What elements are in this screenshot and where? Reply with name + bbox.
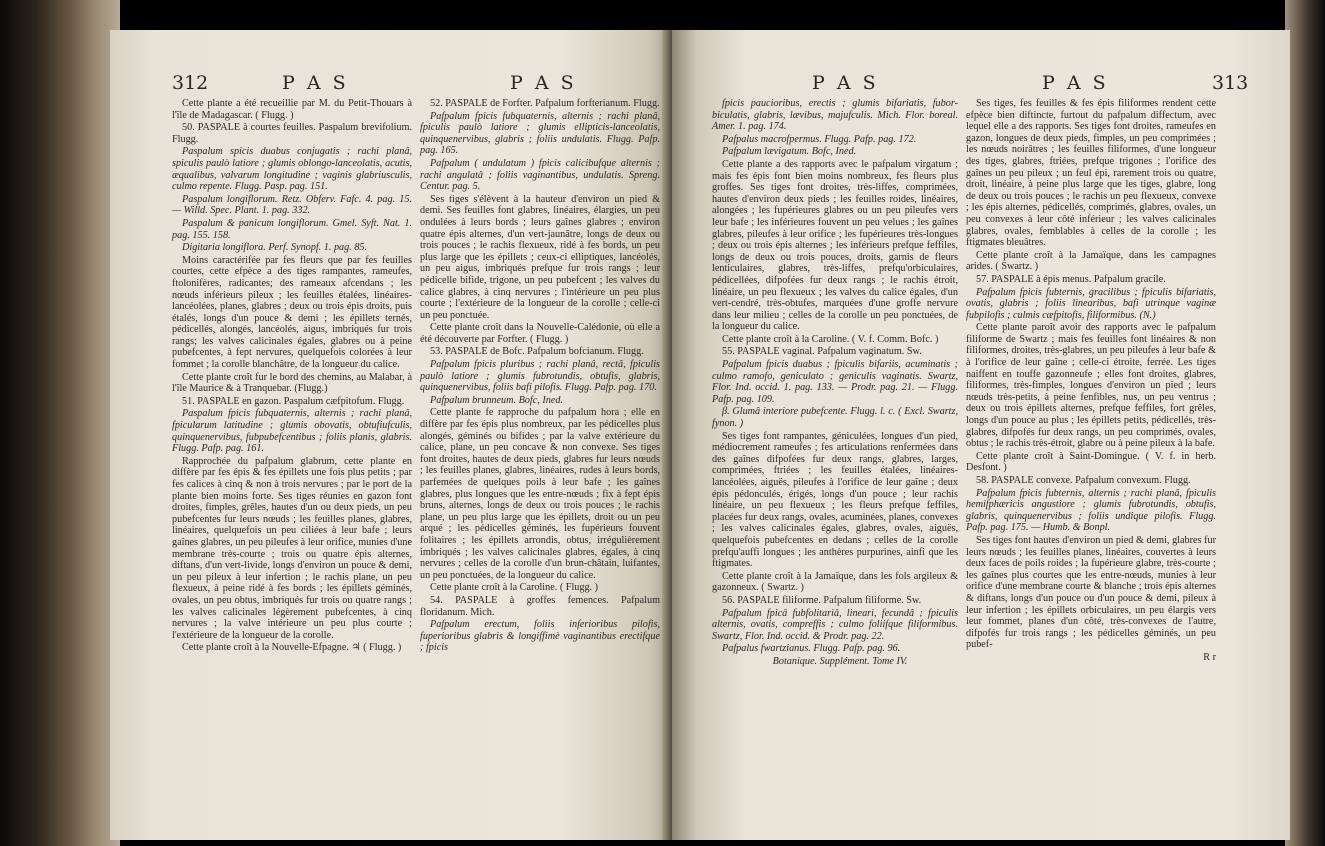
paragraph: Pafpalum fpicis fubternis, gracilibus ; fpiculis bifariatis, ovatis, glabris ; foliis linearibus, bafi utrinque vaginæ fubpilofis ; culmis cæfpitofis, filiformibus. (N.) (966, 286, 1216, 321)
paragraph: 57. PASPALE à épis menus. Pafpalum gracile. (976, 273, 1166, 285)
paragraph: Ses tiges, fes feuilles & fes épis filiformes rendent cette efpèce bien diftincte, furtout du pafpalum diffectum, avec lequel elle a des rapports. Ses tiges font droites, rameufes en gazon, longues de deux pieds, fimples, un peu comprimées ; les nœuds noirâtres ; les feuilles filiformes, d'une longueur des tiges, glabres, ftriées, prefque trigones ; l'orifice des gaînes un peu pileux ; un feul épi, rarement trois ou quatre, droit, linéaire, à peine plus large que les tiges, glabre, long de deux ou trois pouces ; le rachis un peu flexueux, convexe ; les épis alternes, pédicellés, comprimés, glabres, ovales, un peu convexes à leur côté inférieur ; les valves calicinales glabres, ovales, femblables à celles de la corolle ; les ftigmates bleuâtres. (966, 98, 1216, 249)
page-number-right: 313 (1212, 72, 1249, 94)
paragraph: Cette plante a des rapports avec le pafpalum virgatum ; mais fes épis font bien moins nombreux, fes fleurs plus groffes. Ses tiges font droites, très-liffes, comprimées, hautes d'environ deux pieds ; les feuilles roides, linéaires, alongées ; les fupérieures glabres ou un peu pileufes vers leur bafe ; les inférieures fouvent un peu velues ; les gaînes glabres, pileufes à leur orifice ; les fupérieures très-longues ; deux ou trois épis alternes ; les inférieurs prefque feffiles, longs de deux ou trois pouces, droits, garnis de fleurs lenticulaires, glabres, très-liffes, prefqu'orbiculaires, pédicellées, difpofées fur deux rangs ; le rachis étroit, linéaire, un peu flexueux ; les valves du calice égales, d'un vert-cendré, très-obtufes, marquées d'une groffe nervure dans leur milieu ; celles de la corolle un peu ponctuées, de la longueur du calice. (712, 158, 958, 333)
paragraph: Cette plante croît fur le bord des chemins, au Malabar, à l'île Maurice & à Tranquebar. (Flugg.) (172, 371, 412, 395)
paragraph: Cette plante croît à la Caroline. ( V. f. Comm. Bofc. ) (722, 333, 939, 345)
running-header-left-2: P A S (510, 72, 577, 94)
paragraph: Pafpalum brunneum. Bofc, Ined. (430, 394, 563, 406)
paragraph: Pafpalum fpicis duabus ; fpiculis bifariis, acuminatis ; culmo ramofo, geniculato ; geniculis vaginatis. Swartz, Flor. Ind. occid. 1. pag. 133. — Prodr. pag. 21. — Flugg. Pafp. pag. 109. (712, 359, 958, 405)
paragraph: 51. PASPALE en gazon. Paspalum cæfpitofum. Flugg. (182, 395, 405, 407)
paragraph: 50. PASPALE à courtes feuilles. Paspalum brevifolium. Flugg. (172, 122, 412, 145)
right-page-column-1 (712, 98, 958, 669)
paragraph: Pafpalum fpicis fubquaternis, alternis ; rachi planâ, fpiculis paulò latiore ; glumis ellipticis-lanceolatis, quinquenervibus, glabris ; foliis undulatis. Flugg. Pafp. pag. 165. (420, 110, 660, 157)
paragraph: β. Glumâ interiore pubefcente. Flugg. l. c. ( Excl. Swartz, fynon. ) (712, 406, 958, 430)
paragraph: Cette plante croît dans la Nouvelle-Calédonie, où elle a été découverte par Forfter. ( Flugg. ) (420, 322, 660, 345)
paragraph: Pafpalum fpicis pluribus ; rachi planâ, rectâ, fpiculis paulò latiore ; glumis fubrotundis, obtufis, glabris, quinquenervibus, foliis bafi pilofis. Flugg. Pafp. pag. 170. (420, 359, 660, 394)
running-header-right-2: P A S (1042, 72, 1109, 94)
paragraph: Paspalum fpicis fubquaternis, alternis ; rachi planâ, fpicularum latitudine ; glumis obovatis, obtufiufculis, quinquenervibus, fubpubefcentibus ; foliis planis, glabris. Flugg. Pafp. pag. 161. (172, 408, 412, 455)
page-number-left: 312 (172, 72, 209, 94)
paragraph: Cette plante croît à la Jamaïque, dans les campagnes arides. ( Swartz. ) (966, 249, 1216, 273)
paragraph: Pafpalum fpicâ fubfolitariâ, lineari, fecundâ ; fpiculis alternis, ovatis, compreffis ; culmo foliifque filiformibus. Swartz, Flor. Ind. occid. & Prodr. pag. 22. (712, 607, 958, 642)
paragraph: Pafpalus macrofpermus. Flugg. Pafp. pag. 172. (722, 133, 917, 145)
book-edge-left (0, 0, 120, 846)
paragraph: Cette plante paroît avoir des rapports avec le pafpalum filiforme de Swartz ; mais fes feuilles font linéaires & non filiformes, droites, très-glabres, un peu pileufes à leur bafe & à l'orifice de leur gaîne ; celle-ci étroite, ferrée. Les tiges naiffent en touffe gazonneufe ; elles font droites, glabres, filiformes, très-fimples, longues d'environ un pied ; leurs nœuds très-petits, à peine fenfibles, nus, un peu ventrus ; deux ou trois épillets alternes, prefque feffiles, fort grêles, longs d'un pouce au plus ; les épillets petits, pédicellés, très-glabres, difpofés fur deux rangs, un peu comprimés, ovales, obtus ; le rachis très-étroit, glabre ou à peine pileux à la bafe. (966, 322, 1216, 450)
paragraph: 58. PASPALE convexe. Pafpalum convexum. Flugg. (976, 475, 1191, 486)
paragraph: Ses tiges font rampantes, géniculées, longues d'un pied, médiocrement rameufes ; fes articulations renfermées dans des gaînes difpofées fur deux rangs, glabres, larges, comprimées, ftriées ; les feuilles étalées, linéaires-lancéolées, aiguës, pileufes à l'orifice de leur gaîne ; deux épis pédonculés, érigés, longs d'un pouce ; leur rachis linéaire, un peu flexueux ; les fleurs prefque feffiles, placées fur deux rangs, ovales, acuminées, planes, convexes ; les valves calicinales égales, glabres, ovales, aiguës, quelquefois pubefcentes en dedans ; celles de la corolle prefqu'auffi longues ; les anthères purpurines, ainfi que les ftigmates. (712, 430, 958, 570)
paragraph: 52. PASPALE de Forfter. Pafpalum forfterianum. Flugg. (430, 98, 660, 109)
paragraph: Ses tiges font hautes d'environ un pied & demi, glabres fur leurs nœuds ; les feuilles planes, linéaires, couvertes à leurs deux faces de poils roides ; la fupérieure glabre, très-courte ; les gaînes plus courtes que les entre-nœuds, munies à leur orifice d'une membrane courte & blanche ; trois épis alternes & diftans, longs d'un pouce ou d'un pouce & demi, pileux à leur infertion ; les épillets orbiculaires, un peu élargis vers leur fommet, planes d'un côté, très-convexes de l'autre, difpofés fur trois rangs ; les pédicelles géminés, un peu pubef- (966, 534, 1216, 651)
paragraph: Cette plante fe rapproche du pafpalum hora ; elle en diffère par fes épis plus nombreux, par les pédicelles plus alongés, géminés ou bifides ; par la valve extérieure du calice, plane, un peu concave & non convexe. Ses tiges font droites, hautes de deux pieds, glabres fur leurs nœuds ; les feuilles planes, glabres, linéaires, rudes à leurs bords, parfemées de quelques poils à leur bafe ; les gaînes glabres, plus longues que les entre-nœuds ; fix à fept épis bruns, alternes, longs de deux ou trois pouces ; le rachis plane, un peu plus large que les épillets, droit ou un peu arqué ; les pédicelles géminés, les fupérieurs fouvent folitaires ; les épillets arrondis, obtus, irrégulièrement imbriqués ; les valves calicinales glabres, égales, à cinq nervures ; celles de la corolle d'un brun-châtain, luifantes, un peu ponctuées, de la longueur du calice. (420, 407, 660, 581)
paragraph: Cette plante a été recueillie par M. du Petit-Thouars à l'île de Madagascar. ( Flugg. ) (172, 98, 412, 121)
paragraph: Cette plante croît à la Nouvelle-Efpagne. ♃ ( Flugg. ) (182, 642, 402, 654)
paragraph: fpicis paucioribus, erectis ; glumis bifariatis, fubor-biculatis, glabris, lævibus, majufculis. Mich. Flor. boreal. Amer. 1. pag. 174. (712, 98, 958, 133)
paragraph: Rapprochée du pafpalum glabrum, cette plante en diffère par fes épis & fes épillets une fois plus petits ; par fes calices à cinq & non à trois nervures ; par le port de la plante bien moins forte. Ses tiges réunies en gazon font droites, fimples, grêles, hautes d'un ou deux pieds, un peu pubefcentes fur leurs nœuds ; les feuilles planes, glabres, linéaires, quelquefois un peu ciliées à leur bafe ; leurs gaînes glabres, un peu pileufes à leur orifice, munies d'une membrane très-courte ; trois ou quatre épis alternes, diftans, d'un vert-livide, longs d'environ un pouce & demi, un peu pileux à leur infertion ; le rachis plane, un peu flexueux, à peine ridé à fes bords ; les épillets géminés, ovales, un peu obtus, imbriqués fur trois ou quatre rangs ; les valves calicinales légèrement pubefcentes, à cinq nervures ; la valve intérieure un peu plus courte ; l'extérieure de la longueur de la corolle. (172, 455, 412, 641)
paragraph: 56. PASPALE filiforme. Pafpalum filiforme. Sw. (722, 594, 922, 606)
paragraph: Cette plante croît à la Jamaïque, dans les fols argileux & gazonneux. ( Swartz. ) (712, 570, 958, 594)
paragraph: Pafpalum fpicis fubternis, alternis ; rachi planâ, fpiculis hemifphæricis angustiore ; glumis fubrotundis, obtufis, glabris, quinquenervibus ; foliis undique pilofis. Flugg. Pafp. pag. 175. — Humb. & Bonpl. (966, 487, 1216, 534)
paragraph: Pafpalum lævigatum. Bofc, Ined. (722, 146, 857, 158)
paragraph: Ses tiges s'élèvent à la hauteur d'environ un pied & demi. Ses feuilles font glabres, linéaires, élargies, un peu ondulées à leurs bords ; leurs gaînes glabres ; environ quatre épis alternes, d'un vert-jaunâtre, longs de deux ou trois pouces ; le rachis flexueux, ridé à fes bords, un peu plus large que les épillets ; ceux-ci elliptiques, lancéolés, un peu aigus, imbriqués prefque fur trois rangs ; leur pédicelle bifide, trigone, un peu pubefcent ; les valves du calice glabres, à cinq nervures ; l'intérieure un peu plus courte ; l'extérieure de la longueur de la corolle ; celle-ci un peu ponctuée. (420, 193, 660, 321)
paragraph: Pafpalum erectum, foliis inferioribus pilofis, fuperioribus glabris & longiffimè vaginantibus erectifque ; fpicis (420, 619, 660, 654)
paragraph: Pafpalus fwartzianus. Flugg. Pafp. pag. 96. (722, 643, 901, 655)
left-page (110, 30, 672, 840)
paragraph: 53. PASPALE de Bofc. Pafpalum bofcianum. Flugg. (430, 346, 644, 358)
right-page-column-2 (966, 98, 1216, 665)
paragraph: Digitaria longiflora. Perf. Synopf. 1. pag. 85. (182, 242, 368, 254)
right-page (672, 30, 1290, 840)
paragraph: Pafpalum ( undulatum ) fpicis calicibufque alternis ; rachi angulatâ ; foliis vaginantibus, undulatis. Spreng. Centur. pag. 5. (420, 157, 660, 193)
book-edge-right (1285, 0, 1325, 846)
paragraph: 55. PASPALE vaginal. Pafpalum vaginatum. Sw. (722, 346, 922, 358)
left-page-column-1 (172, 98, 412, 655)
running-header-left-1: P A S (282, 72, 349, 94)
paragraph: R r (1203, 651, 1216, 663)
paragraph: Paspalum spicis duabus conjugatis ; rachi planâ, spiculis paulò latiore ; glumis oblongo-lanceolatis, acutis, æqualibus, valvarum longitudine ; vaginis glabriusculis, culmo repente. Flugg. Pasp. pag. 151. (172, 146, 412, 193)
paragraph: 54. PASPALE à groffes femences. Pafpalum floridanum. Mich. (420, 594, 660, 618)
paragraph: Paspalum longiflorum. Retz. Obferv. Fafc. 4. pag. 15. — Willd. Spec. Plant. 1. pag. 332. (172, 193, 412, 217)
left-page-column-2 (420, 98, 660, 655)
running-header-right-1: P A S (812, 72, 879, 94)
paragraph: Paspalum & panicum longiflorum. Gmel. Syft. Nat. 1. pag. 155. 158. (172, 217, 412, 241)
paragraph: Cette plante croît à la Caroline. ( Flugg. ) (430, 582, 599, 594)
paragraph: Moins caractérifée par fes fleurs que par fes feuilles courtes, cette efpèce a des tiges rampantes, rameufes, ftolonifères, radicantes; des rameaux afcendans ; les nœuds inférieurs pileux ; les feuilles étalées, linéaires-lancéolées, planes, glabres ; deux ou trois épis droits, puis étalés, longs d'un pouce & demi ; les épillets ternés, pédicellés, alongés, lancéolés, aigus, imbriqués fur trois rangs; les valves calicinales égales, glabres ou à peine pubefcentes, à fept nervures, quelquefois colorées à leur fommet ; la corolle blanchâtre, de la longueur du calice. (172, 254, 412, 371)
paragraph: Cette plante croît à Saint-Domingue. ( V. f. in herb. Desfont. ) (966, 450, 1216, 474)
paragraph: Botanique. Supplément. Tome IV. (772, 655, 908, 667)
